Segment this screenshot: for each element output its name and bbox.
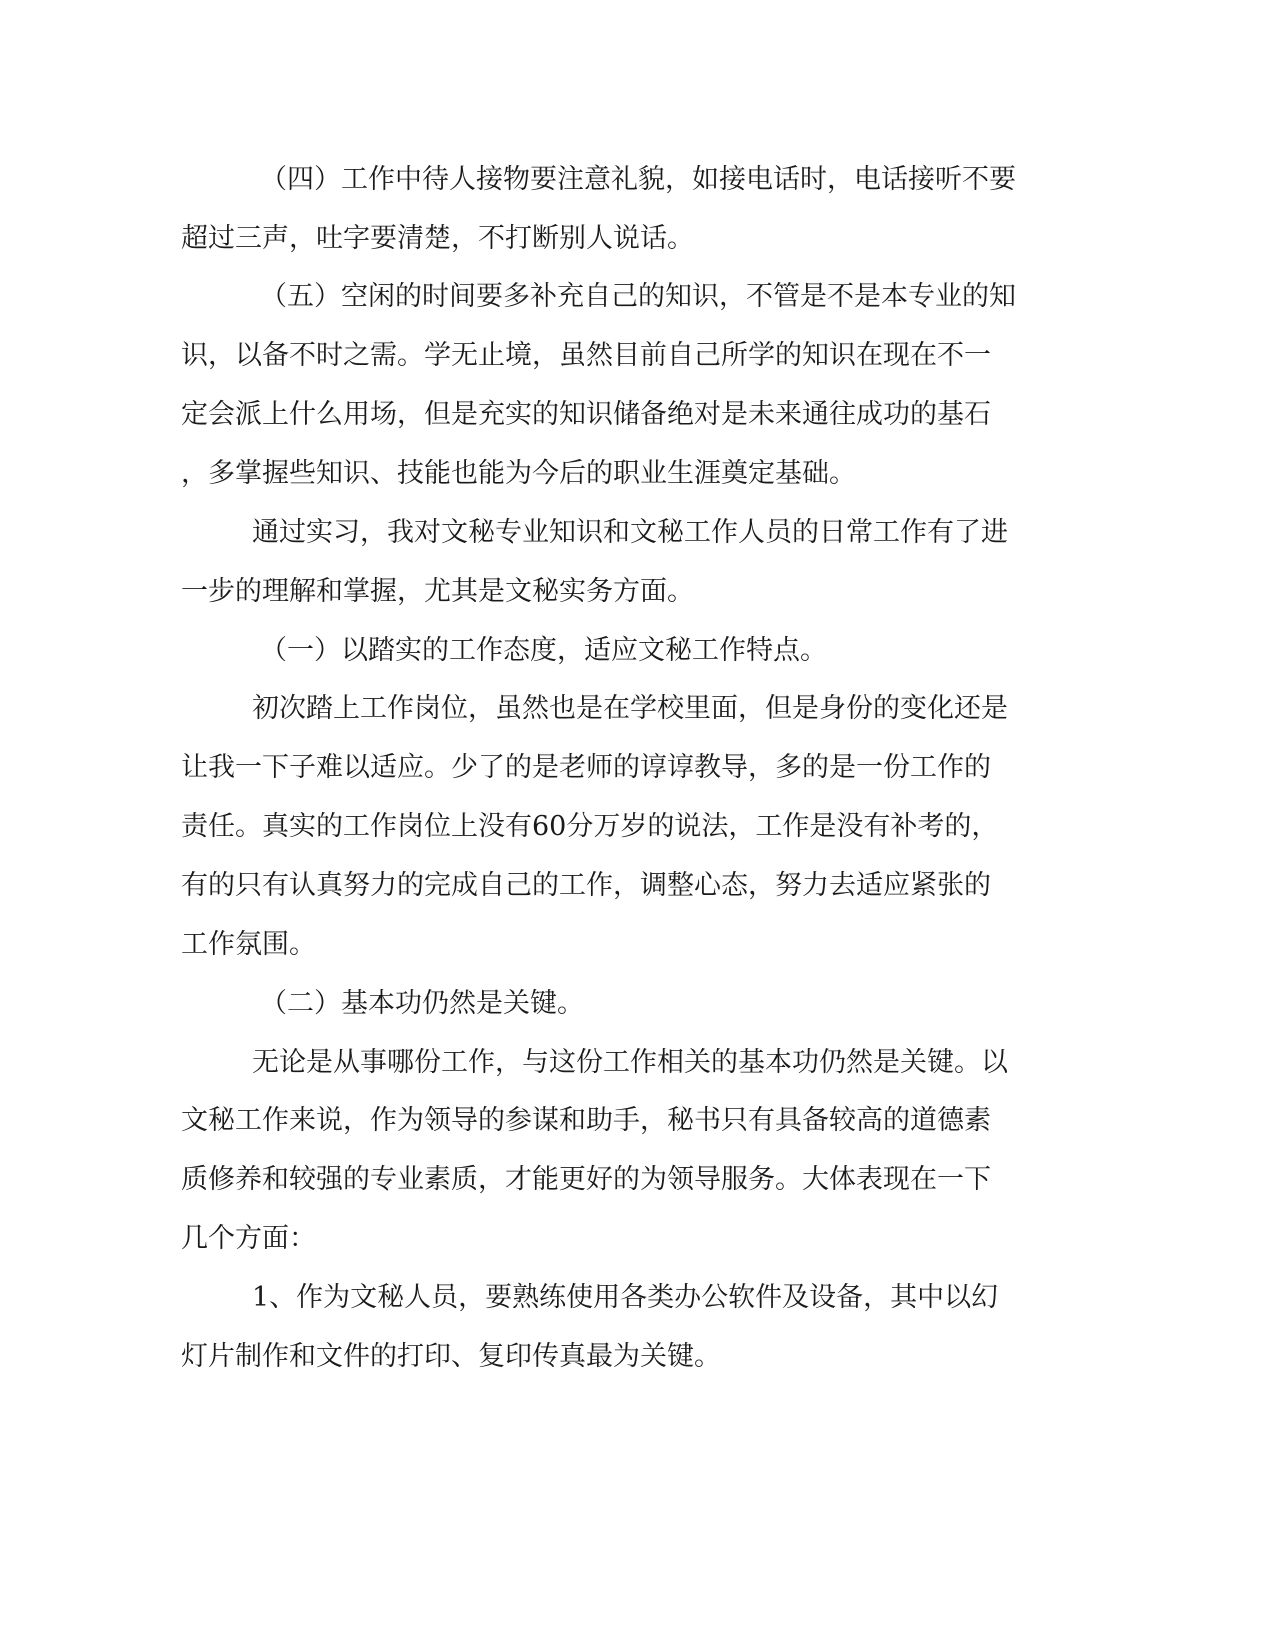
text-line: 超过三声，吐字要清楚，不打断别人说话。: [181, 223, 694, 254]
text-line: ，多掌握些知识、技能也能为今后的职业生涯奠定基础。: [181, 458, 856, 489]
text-line: （四）工作中待人接物要注意礼貌，如接电话时，电话接听不要: [260, 164, 1016, 195]
text-line: 初次踏上工作岗位，虽然也是在学校里面，但是身份的变化还是: [252, 693, 1008, 724]
text-line: 无论是从事哪份工作，与这份工作相关的基本功仍然是关键。以: [252, 1047, 1008, 1078]
text-line: 一步的理解和掌握，尤其是文秘实务方面。: [181, 576, 694, 607]
text-line: 定会派上什么用场，但是充实的知识储备绝对是未来通往成功的基石: [181, 399, 991, 430]
text-line: 1、作为文秘人员，要熟练使用各类办公软件及设备，其中以幻: [252, 1282, 999, 1313]
text-line: 质修养和较强的专业素质，才能更好的为领导服务。大体表现在一下: [181, 1164, 991, 1195]
text-line: 灯片制作和文件的打印、复印传真最为关键。: [181, 1341, 721, 1372]
text-line: 让我一下子难以适应。少了的是老师的谆谆教导，多的是一份工作的: [181, 752, 991, 783]
text-line: （一）以踏实的工作态度，适应文秘工作特点。: [260, 635, 827, 666]
text-line: 通过实习，我对文秘专业知识和文秘工作人员的日常工作有了进: [252, 517, 1008, 548]
text-line: 文秘工作来说，作为领导的参谋和助手，秘书只有具备较高的道德素: [181, 1105, 991, 1136]
text-line: （二）基本功仍然是关键。: [260, 988, 584, 1019]
text-line: （五）空闲的时间要多补充自己的知识，不管是不是本专业的知: [260, 281, 1016, 312]
text-line: 工作氛围。: [181, 929, 316, 960]
text-line: 责任。真实的工作岗位上没有60分万岁的说法，工作是没有补考的，: [181, 811, 999, 842]
text-line: 几个方面：: [181, 1223, 316, 1254]
text-line: 有的只有认真努力的完成自己的工作，调整心态，努力去适应紧张的: [181, 870, 991, 901]
text-line: 识，以备不时之需。学无止境，虽然目前自己所学的知识在现在不一: [181, 340, 991, 371]
